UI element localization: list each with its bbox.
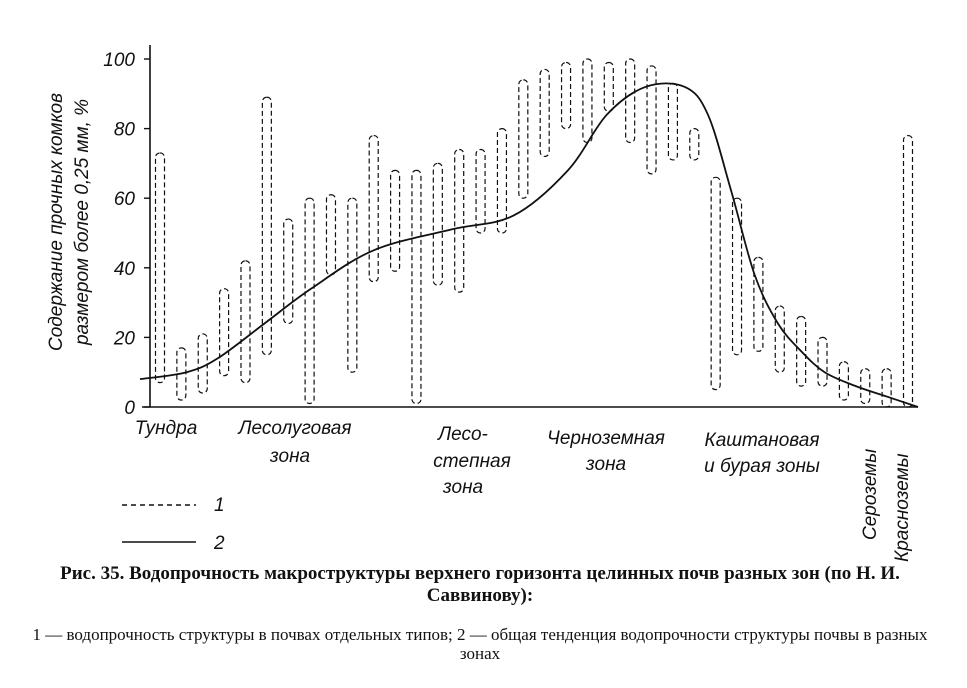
range-bar xyxy=(668,83,677,160)
range-bar xyxy=(647,66,656,174)
y-tick-label: 100 xyxy=(103,50,135,71)
range-bar xyxy=(348,198,357,372)
zone-label-forest-steppe-1: Лесо- xyxy=(438,424,488,445)
range-bar xyxy=(241,261,250,383)
range-bar xyxy=(412,170,421,403)
zone-label-forest-meadow-1: Лесолуговая xyxy=(238,418,352,439)
range-bar xyxy=(626,59,635,143)
range-bar xyxy=(818,337,827,386)
range-bar xyxy=(562,62,571,128)
range-bar xyxy=(433,163,442,285)
range-bar xyxy=(540,69,549,156)
trend-line-series-2 xyxy=(140,83,918,407)
figure-caption-subtitle: 1 — водопрочность структуры в почвах отдельных типов; 2 — общая тенденция водопрочности структуры почвы в разных зонах xyxy=(32,625,928,663)
zone-label-chernozem-1: Черноземная xyxy=(547,428,665,449)
legend-label-2: 2 xyxy=(214,533,225,554)
legend xyxy=(122,495,225,554)
zone-label-chernozem-2: зона xyxy=(585,454,627,475)
range-bar xyxy=(262,97,271,355)
range-bar xyxy=(220,289,229,376)
range-bar xyxy=(476,149,485,233)
y-axis-label xyxy=(46,93,93,351)
zone-label-forest-meadow-2: зона xyxy=(269,446,311,467)
y-tick-label: 0 xyxy=(124,398,135,419)
range-bar xyxy=(690,129,699,160)
range-bar xyxy=(775,306,784,372)
range-bar xyxy=(904,136,913,407)
range-bar xyxy=(497,129,506,233)
legend-label-1: 1 xyxy=(214,495,225,516)
range-bar xyxy=(156,153,165,383)
zone-label-serozems: Сероземы xyxy=(860,448,881,540)
y-axis-label-line-1: Содержание прочных комков xyxy=(46,92,67,352)
y-ticks xyxy=(103,50,150,419)
range-bar xyxy=(305,198,314,403)
figure-caption-title: Рис. 35. Водопрочность макроструктуры верхнего горизонта целинных почв разных зон (по Н. И. Саввинову): xyxy=(60,563,900,606)
y-tick-label: 20 xyxy=(113,328,135,350)
zone-label-forest-steppe-2: степная xyxy=(433,451,511,472)
range-bar xyxy=(861,369,870,404)
zone-label-forest-steppe-3: зона xyxy=(442,477,484,498)
zone-label-krasnozems: Красноземы xyxy=(892,453,913,562)
y-tick-label: 60 xyxy=(113,189,135,211)
zone-label-chestnut-2: и бурая зоны xyxy=(704,456,820,477)
range-bar xyxy=(326,195,335,275)
y-tick-label: 80 xyxy=(113,119,135,141)
y-axis-label-line-2: размером более 0,25 мм, % xyxy=(72,98,93,346)
range-bar xyxy=(391,170,400,271)
range-bar xyxy=(882,369,891,407)
zone-labels xyxy=(135,418,913,562)
range-bar xyxy=(711,177,720,389)
range-bar xyxy=(369,136,378,282)
zone-label-tundra: Тундра xyxy=(134,418,198,439)
range-bar xyxy=(754,257,763,351)
range-bar xyxy=(519,80,528,198)
range-bar xyxy=(198,334,207,393)
range-bars-series-1 xyxy=(156,59,913,407)
range-bar xyxy=(604,62,613,111)
zone-label-chestnut-1: Каштановая xyxy=(704,430,820,451)
y-tick-label: 40 xyxy=(113,258,135,280)
range-bar xyxy=(583,59,592,143)
range-bar xyxy=(455,149,464,292)
